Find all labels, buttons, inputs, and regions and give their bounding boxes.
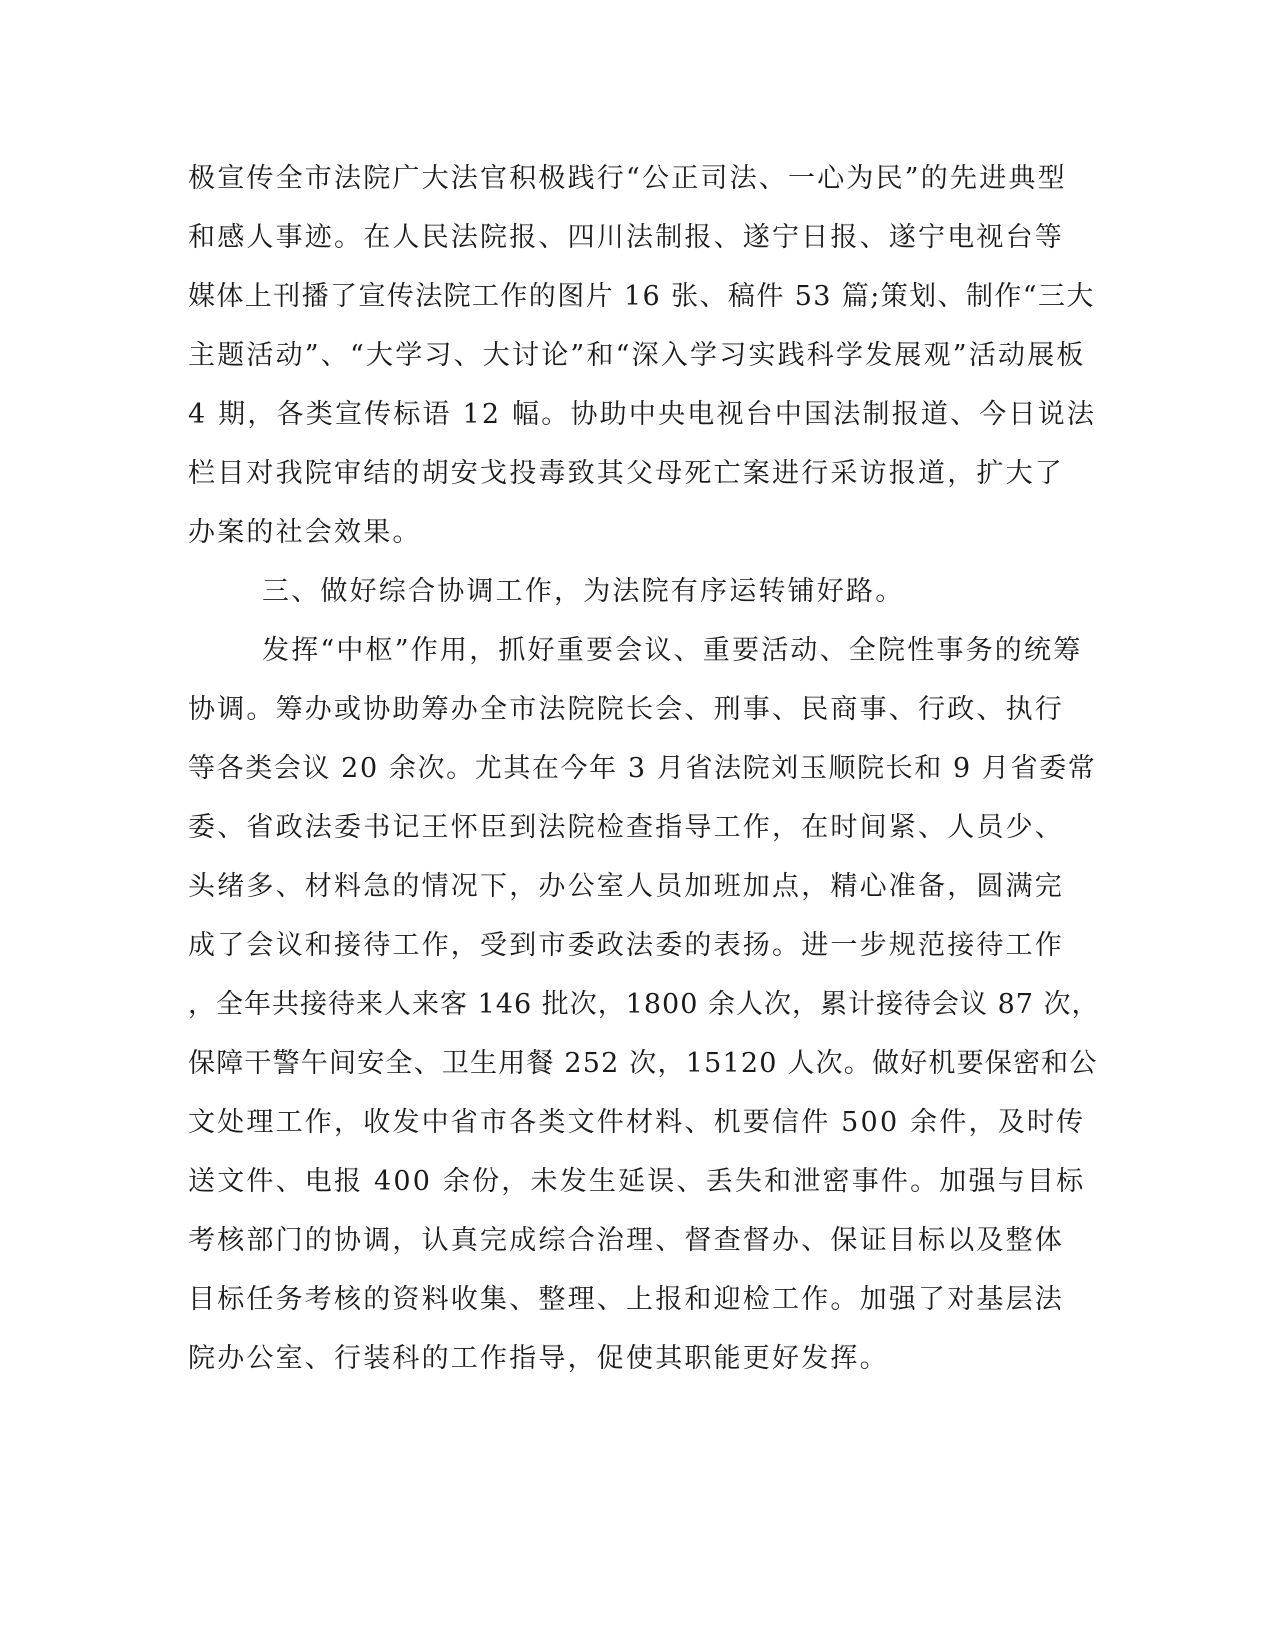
text-line: 院办公室、行装科的工作指导，促使其职能更好发挥。 bbox=[188, 1343, 889, 1374]
text-line: 送文件、电报 400 余份，未发生延误、丢失和泄密事件。加强与目标 bbox=[188, 1166, 1086, 1197]
text-line: 目标任务考核的资料收集、整理、上报和迎检工作。加强了对基层法 bbox=[188, 1284, 1064, 1315]
text-line: 成了会议和接待工作，受到市委政法委的表扬。进一步规范接待工作 bbox=[188, 930, 1064, 961]
text-line: 4 期，各类宣传标语 12 幅。协助中央电视台中国法制报道、今日说法 bbox=[188, 399, 1097, 430]
text-line: 协调。筹办或协助筹办全市法院院长会、刑事、民商事、行政、执行 bbox=[188, 694, 1064, 725]
text-line: 头绪多、材料急的情况下，办公室人员加班加点，精心准备，圆满完 bbox=[188, 871, 1064, 902]
text-line: ，全年共接待来人来客 146 批次，1800 余人次，累计接待会议 87 次， bbox=[188, 989, 1100, 1020]
text-line: 媒体上刊播了宣传法院工作的图片 16 张、稿件 53 篇;策划、制作“三大 bbox=[188, 281, 1095, 312]
text-line: 栏目对我院审结的胡安戈投毒致其父母死亡案进行采访报道，扩大了 bbox=[188, 458, 1064, 489]
text-line: 保障干警午间安全、卫生用餐 252 次，15120 人次。做好机要保密和公 bbox=[188, 1048, 1098, 1079]
text-line: 和感人事迹。在人民法院报、四川法制报、遂宁日报、遂宁电视台等 bbox=[188, 222, 1064, 253]
text-line: 等各类会议 20 余次。尤其在今年 3 月省法院刘玉顺院长和 9 月省委常 bbox=[188, 753, 1097, 784]
paragraph-start: 发挥“中枢”作用，抓好重要会议、重要活动、全院性事务的统筹 bbox=[262, 635, 1083, 666]
text-line: 文处理工作，收发中省市各类文件材料、机要信件 500 余件，及时传 bbox=[188, 1107, 1086, 1138]
text-line: 委、省政法委书记王怀臣到法院检查指导工作，在时间紧、人员少、 bbox=[188, 812, 1064, 843]
text-line: 主题活动”、“大学习、大讨论”和“深入学习实践科学发展观”活动展板 bbox=[188, 340, 1086, 371]
text-line: 考核部门的协调，认真完成综合治理、督查督办、保证目标以及整体 bbox=[188, 1225, 1064, 1256]
section-heading: 三、做好综合协调工作，为法院有序运转铺好路。 bbox=[262, 576, 905, 607]
text-line: 办案的社会效果。 bbox=[188, 517, 422, 548]
text-line: 极宣传全市法院广大法官积极践行“公正司法、一心为民”的先进典型 bbox=[188, 163, 1067, 194]
